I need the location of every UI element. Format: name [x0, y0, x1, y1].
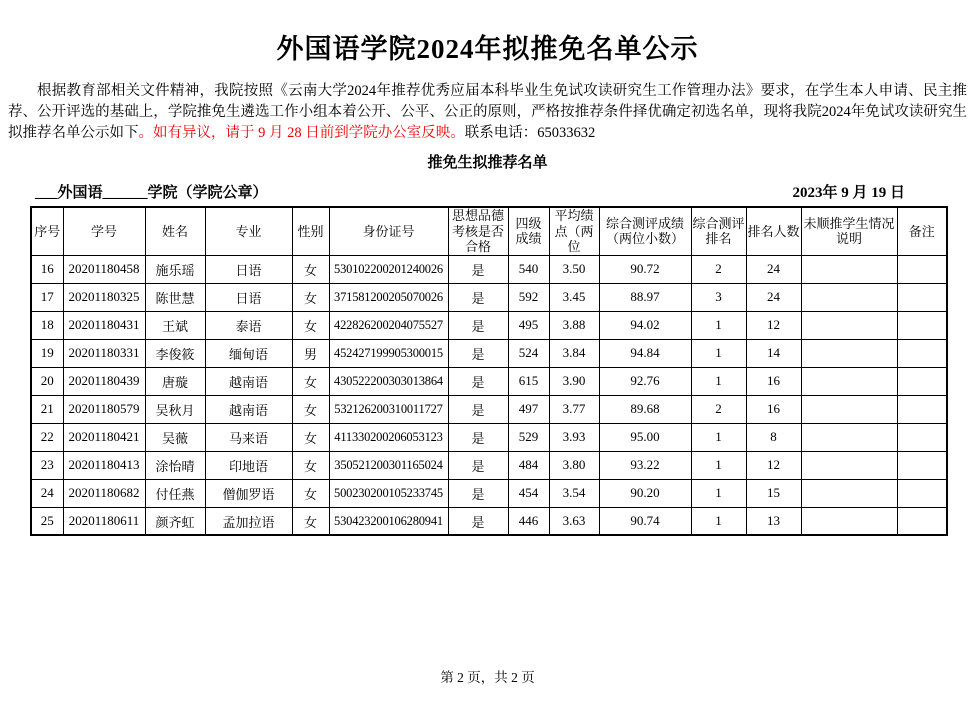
- table-cell: 20201180579: [63, 395, 145, 423]
- table-cell: 马来语: [205, 423, 292, 451]
- table-cell: 女: [292, 479, 329, 507]
- column-header-2: 姓名: [145, 207, 205, 255]
- table-cell: 孟加拉语: [205, 507, 292, 535]
- table-cell: 1: [691, 367, 746, 395]
- table-cell: 17: [31, 283, 63, 311]
- table-cell: 532126200310011727: [329, 395, 448, 423]
- table-cell: 90.74: [599, 507, 691, 535]
- table-cell: 颜齐虹: [145, 507, 205, 535]
- table-cell: 女: [292, 311, 329, 339]
- table-cell: 泰语: [205, 311, 292, 339]
- table-cell: 1: [691, 311, 746, 339]
- table-cell: 16: [746, 395, 801, 423]
- table-cell: 男: [292, 339, 329, 367]
- table-cell: 王斌: [145, 311, 205, 339]
- table-cell: 92.76: [599, 367, 691, 395]
- table-cell: 1: [691, 451, 746, 479]
- table-cell: 女: [292, 451, 329, 479]
- table-cell: [801, 451, 897, 479]
- table-cell: 20201180611: [63, 507, 145, 535]
- table-cell: 3.63: [549, 507, 599, 535]
- table-cell: 88.97: [599, 283, 691, 311]
- table-row: [31, 479, 947, 507]
- column-header-11: 排名人数: [746, 207, 801, 255]
- table-cell: 1: [691, 479, 746, 507]
- table-cell: [801, 367, 897, 395]
- table-cell: 20201180458: [63, 255, 145, 283]
- table-cell: [801, 507, 897, 535]
- table-cell: 3.50: [549, 255, 599, 283]
- table-cell: 24: [746, 255, 801, 283]
- table-cell: 24: [31, 479, 63, 507]
- table-cell: 495: [508, 311, 549, 339]
- table-cell: 14: [746, 339, 801, 367]
- table-cell: 592: [508, 283, 549, 311]
- column-header-8: 平均绩点（两位: [549, 207, 599, 255]
- table-cell: [801, 339, 897, 367]
- table-cell: 3: [691, 283, 746, 311]
- table-cell: 女: [292, 395, 329, 423]
- table-row: [31, 423, 947, 451]
- table-cell: 422826200204075527: [329, 311, 448, 339]
- table-cell: 540: [508, 255, 549, 283]
- signature-row: [35, 181, 905, 202]
- intro-text: 根据教育部相关文件精神，我院按照《云南大学2024年推荐优秀应届本科毕业生免试攻读研究生工作管理办法》要求，在学生本人申请、民主推荐、公开评选的基础上，学院推免生遴选工作小组本着公开、公平、公正的原则，严格按推荐条件择优确定初选名单，现将我院2024年免试攻读研究生拟推荐名单公示如下: [8, 83, 967, 141]
- table-cell: 16: [31, 255, 63, 283]
- contact-text: 联系电话：65033632: [464, 125, 596, 141]
- roster-table: [30, 206, 948, 536]
- table-cell: [897, 479, 947, 507]
- table-cell: 20201180331: [63, 339, 145, 367]
- table-cell: 3.84: [549, 339, 599, 367]
- table-cell: 是: [448, 507, 508, 535]
- table-cell: 1: [691, 507, 746, 535]
- table-cell: 是: [448, 283, 508, 311]
- table-row: [31, 255, 947, 283]
- table-cell: 95.00: [599, 423, 691, 451]
- table-row: [31, 367, 947, 395]
- table-cell: 女: [292, 283, 329, 311]
- table-cell: 女: [292, 367, 329, 395]
- column-header-1: 学号: [63, 207, 145, 255]
- table-cell: [897, 507, 947, 535]
- table-cell: 452427199905300015: [329, 339, 448, 367]
- table-cell: 3.54: [549, 479, 599, 507]
- table-cell: 446: [508, 507, 549, 535]
- column-header-13: 备注: [897, 207, 947, 255]
- table-cell: 25: [31, 507, 63, 535]
- column-header-12: 未顺推学生情况说明: [801, 207, 897, 255]
- table-cell: [801, 395, 897, 423]
- column-header-4: 性别: [292, 207, 329, 255]
- table-cell: 19: [31, 339, 63, 367]
- table-cell: 缅甸语: [205, 339, 292, 367]
- table-cell: 日语: [205, 255, 292, 283]
- table-cell: 524: [508, 339, 549, 367]
- table-cell: 22: [31, 423, 63, 451]
- table-cell: 20: [31, 367, 63, 395]
- table-cell: 3.90: [549, 367, 599, 395]
- table-cell: 20201180431: [63, 311, 145, 339]
- table-cell: [897, 283, 947, 311]
- table-cell: 1: [691, 339, 746, 367]
- table-cell: 女: [292, 423, 329, 451]
- table-cell: 是: [448, 395, 508, 423]
- table-cell: 1: [691, 423, 746, 451]
- table-cell: 94.02: [599, 311, 691, 339]
- table-cell: 吴秋月: [145, 395, 205, 423]
- table-cell: 20201180682: [63, 479, 145, 507]
- table-cell: 15: [746, 479, 801, 507]
- column-header-10: 综合测评排名: [691, 207, 746, 255]
- table-cell: 484: [508, 451, 549, 479]
- table-cell: 日语: [205, 283, 292, 311]
- table-cell: 94.84: [599, 339, 691, 367]
- table-cell: [897, 423, 947, 451]
- table-cell: 93.22: [599, 451, 691, 479]
- table-cell: 是: [448, 311, 508, 339]
- table-row: [31, 395, 947, 423]
- table-cell: [801, 255, 897, 283]
- table-cell: 是: [448, 339, 508, 367]
- column-header-5: 身份证号: [329, 207, 448, 255]
- table-cell: [897, 311, 947, 339]
- table-cell: 3.93: [549, 423, 599, 451]
- table-cell: 23: [31, 451, 63, 479]
- table-cell: [897, 367, 947, 395]
- table-cell: 3.45: [549, 283, 599, 311]
- table-cell: 530102200201240026: [329, 255, 448, 283]
- table-cell: 3.88: [549, 311, 599, 339]
- college-seal-line: ___外国语______学院（学院公章）: [35, 185, 268, 201]
- table-row: [31, 339, 947, 367]
- column-header-0: 序号: [31, 207, 63, 255]
- table-cell: 12: [746, 311, 801, 339]
- table-cell: 是: [448, 451, 508, 479]
- table-cell: 371581200205070026: [329, 283, 448, 311]
- page-title: 外国语学院2024年拟推免名单公示: [276, 34, 699, 64]
- table-cell: 女: [292, 507, 329, 535]
- table-cell: [801, 311, 897, 339]
- table-cell: [801, 283, 897, 311]
- table-cell: 530423200106280941: [329, 507, 448, 535]
- table-row: [31, 311, 947, 339]
- table-cell: 印地语: [205, 451, 292, 479]
- column-header-7: 四级成绩: [508, 207, 549, 255]
- table-cell: 90.72: [599, 255, 691, 283]
- table-cell: 8: [746, 423, 801, 451]
- table-cell: 吴薇: [145, 423, 205, 451]
- table-cell: 24: [746, 283, 801, 311]
- table-header-row: [31, 207, 947, 255]
- table-cell: 2: [691, 395, 746, 423]
- page-footer: 第 2 页，共 2 页: [440, 670, 535, 685]
- table-cell: 付任燕: [145, 479, 205, 507]
- table-cell: 唐璇: [145, 367, 205, 395]
- table-cell: 430522200303013864: [329, 367, 448, 395]
- table-cell: 350521200301165024: [329, 451, 448, 479]
- date-line: 2023年 9 月 19 日: [792, 185, 905, 201]
- table-cell: 涂怡晴: [145, 451, 205, 479]
- table-cell: 18: [31, 311, 63, 339]
- table-row: [31, 507, 947, 535]
- table-cell: [801, 423, 897, 451]
- table-cell: [897, 339, 947, 367]
- table-cell: 13: [746, 507, 801, 535]
- table-cell: 20201180325: [63, 283, 145, 311]
- table-cell: 3.77: [549, 395, 599, 423]
- table-cell: 411330200206053123: [329, 423, 448, 451]
- table-cell: 是: [448, 367, 508, 395]
- table-cell: 是: [448, 479, 508, 507]
- table-cell: 是: [448, 255, 508, 283]
- table-cell: 16: [746, 367, 801, 395]
- table-cell: 女: [292, 255, 329, 283]
- table-cell: 李俊筱: [145, 339, 205, 367]
- table-cell: 陈世慧: [145, 283, 205, 311]
- table-cell: [897, 395, 947, 423]
- table-cell: 615: [508, 367, 549, 395]
- table-cell: 越南语: [205, 395, 292, 423]
- table-cell: 497: [508, 395, 549, 423]
- table-cell: 越南语: [205, 367, 292, 395]
- table-cell: [897, 255, 947, 283]
- table-cell: 21: [31, 395, 63, 423]
- table-cell: 3.80: [549, 451, 599, 479]
- list-subtitle: 推免生拟推荐名单: [427, 155, 548, 171]
- column-header-6: 思想品德考核是否合格: [448, 207, 508, 255]
- table-cell: 89.68: [599, 395, 691, 423]
- column-header-3: 专业: [205, 207, 292, 255]
- table-cell: 20201180421: [63, 423, 145, 451]
- table-cell: [897, 451, 947, 479]
- table-cell: 僧伽罗语: [205, 479, 292, 507]
- column-header-9: 综合测评成绩（两位小数）: [599, 207, 691, 255]
- table-cell: 20201180439: [63, 367, 145, 395]
- notice-text-red: 。如有异议，请于 9 月 28 日前到学院办公室反映。: [138, 125, 465, 141]
- intro-paragraph: [8, 81, 967, 144]
- table-cell: 454: [508, 479, 549, 507]
- table-cell: 是: [448, 423, 508, 451]
- table-cell: 20201180413: [63, 451, 145, 479]
- table-cell: 529: [508, 423, 549, 451]
- table-cell: 12: [746, 451, 801, 479]
- table-row: [31, 283, 947, 311]
- table-row: [31, 451, 947, 479]
- table-cell: 500230200105233745: [329, 479, 448, 507]
- table-cell: 2: [691, 255, 746, 283]
- table-cell: 施乐瑶: [145, 255, 205, 283]
- table-cell: [801, 479, 897, 507]
- table-cell: 90.20: [599, 479, 691, 507]
